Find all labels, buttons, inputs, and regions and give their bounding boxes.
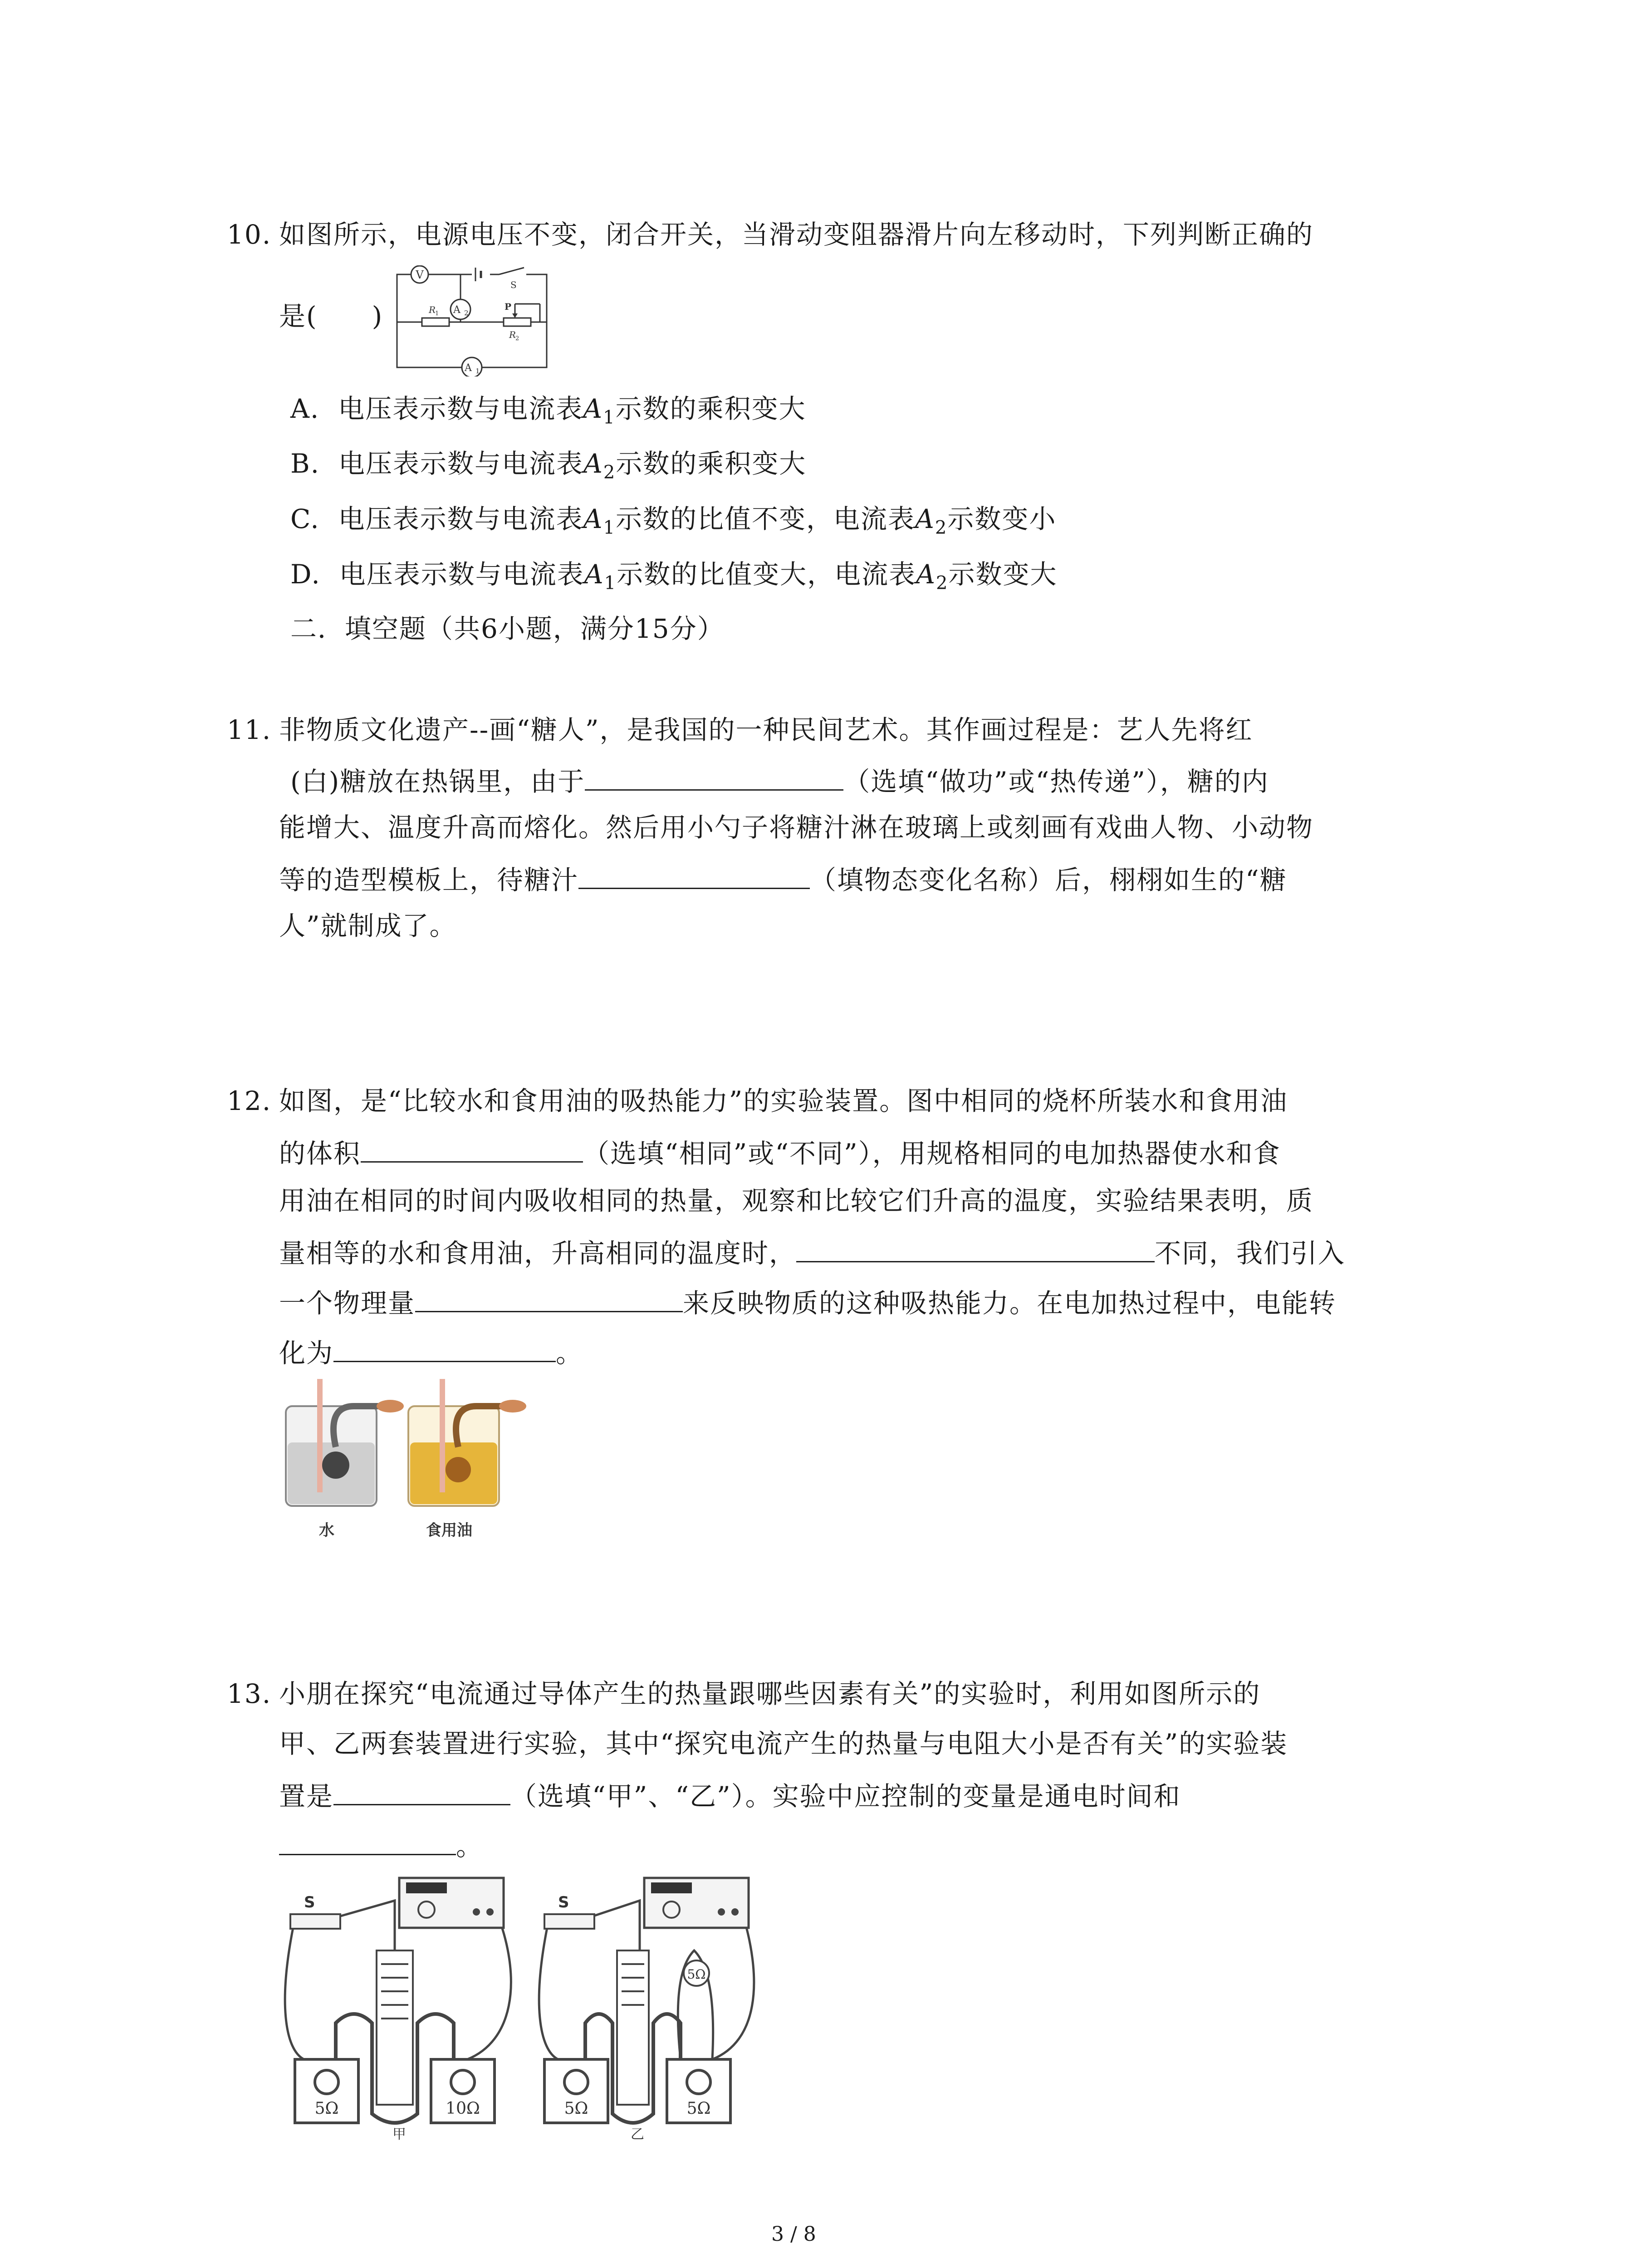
q10-option-a[interactable]: A. 电压表示数与电流表$A_1$示数的乘积变大	[290, 393, 806, 428]
q11-line4: 等的造型模板上，待糖汁 （填物态变化名称）后，栩栩如生的“糖	[279, 865, 1287, 895]
q12-number: 12.	[227, 1085, 272, 1116]
svg-text:1: 1	[435, 310, 439, 317]
q10-paren-close: )	[372, 301, 383, 332]
yi-resistor-right: 5Ω	[686, 2099, 711, 2118]
q11-blank-1[interactable]	[585, 766, 843, 791]
q13-line4: 。	[279, 1830, 483, 1859]
q11-blank-2[interactable]	[578, 864, 810, 889]
svg-text:S: S	[558, 1893, 569, 1911]
q12-blank-2[interactable]	[796, 1237, 1155, 1262]
q10-stem-line1: 如图所示，电源电压不变，闭合开关，当滑动变阻器滑片向左移动时，下列判断正确的	[279, 219, 1314, 250]
q10-stem-line2	[279, 301, 383, 332]
q12-blank-3[interactable]	[415, 1287, 683, 1312]
q11-number: 11.	[227, 714, 272, 745]
water-beaker	[286, 1379, 404, 1506]
svg-text:A: A	[453, 304, 460, 316]
q10-option-b[interactable]: B. 电压表示数与电流表$A_2$示数的乘积变大	[290, 448, 807, 483]
q12-line1: 如图，是“比较水和食用油的吸热能力”的实验装置。图中相同的烧杯所装水和食用油	[279, 1085, 1288, 1116]
svg-text:A: A	[465, 362, 472, 374]
switch-label: S	[510, 279, 517, 290]
svg-text:R: R	[429, 304, 436, 315]
q11-line1: 非物质文化遗产--画“糖人”，是我国的一种民间艺术。其作画过程是：艺人先将红	[279, 714, 1253, 745]
q13-number: 13.	[227, 1678, 272, 1709]
q12-line4: 量相等的水和食用油，升高相同的温度时， 不同，我们引入	[279, 1238, 1346, 1269]
section2-title: 二．填空题（共6小题，满分15分）	[290, 613, 725, 644]
oil-caption: 食用油	[426, 1521, 472, 1540]
svg-text:2: 2	[515, 335, 519, 342]
q13-apparatus-yi	[531, 1869, 767, 2141]
q11-line2: (白)糖放在热锅里，由于 （选填“做功”或“热传递”），糖的内	[290, 766, 1269, 797]
page-number: 3 / 8	[771, 2223, 816, 2246]
q13-apparatus-jia	[277, 1869, 522, 2141]
voltmeter-label: V	[416, 269, 424, 281]
water-caption: 水	[319, 1521, 334, 1540]
svg-text:2: 2	[464, 309, 469, 317]
yi-resistor-parallel: 5Ω	[687, 1967, 706, 1982]
q12-line5: 一个物理量 来反映物质的这种吸热能力。在电加热过程中，电能转	[279, 1288, 1337, 1319]
svg-text:1: 1	[475, 367, 480, 375]
q10-option-d[interactable]: D. 电压表示数与电流表$A_1$示数的比值变大，电流表$A_2$示数变大	[290, 559, 1058, 594]
q10-paren-open: 是(	[279, 301, 318, 332]
oil-beaker	[408, 1379, 526, 1506]
q10-option-c[interactable]: C. 电压表示数与电流表$A_1$示数的比值不变，电流表$A_2$示数变小	[290, 503, 1057, 538]
q12-line3: 用油在相同的时间内吸收相同的热量，观察和比较它们升高的温度，实验结果表明，质	[279, 1185, 1314, 1216]
jia-resistor-right: 10Ω	[446, 2099, 480, 2118]
yi-resistor-left: 5Ω	[564, 2099, 588, 2118]
q12-blank-4[interactable]	[333, 1337, 556, 1362]
q12-line2: 的体积 （选填“相同”或“不同”），用规格相同的电加热器使水和食	[279, 1138, 1281, 1169]
q13-line1: 小朋在探究“电流通过导体产生的热量跟哪些因素有关”的实验时，利用如图所示的	[279, 1678, 1261, 1709]
q12-blank-1[interactable]	[361, 1138, 583, 1163]
jia-resistor-left: 5Ω	[314, 2099, 339, 2118]
q12-beakers-figure	[277, 1379, 531, 1542]
svg-text:R: R	[509, 329, 516, 340]
q13-blank-2[interactable]	[279, 1830, 456, 1855]
q10-number: 10.	[227, 219, 272, 250]
svg-text:S: S	[304, 1893, 315, 1911]
q11-line3: 能增大、温度升高而熔化。然后用小勺子将糖汁淋在玻璃上或刻画有戏曲人物、小动物	[279, 812, 1314, 843]
q13-line3: 置是 （选填“甲”、“乙”）。实验中应控制的变量是通电时间和	[279, 1781, 1181, 1812]
yi-caption: 乙	[631, 2126, 644, 2141]
q10-circuit-diagram	[390, 265, 554, 376]
q12-line6: 化为 。	[279, 1338, 583, 1369]
q11-line5: 人”就制成了。	[279, 910, 457, 941]
svg-text:P: P	[505, 301, 512, 312]
q13-blank-1[interactable]	[333, 1780, 510, 1805]
q13-line2: 甲、乙两套装置进行实验，其中“探究电流产生的热量与电阻大小是否有关”的实验装	[279, 1728, 1288, 1759]
jia-caption: 甲	[392, 2126, 406, 2141]
